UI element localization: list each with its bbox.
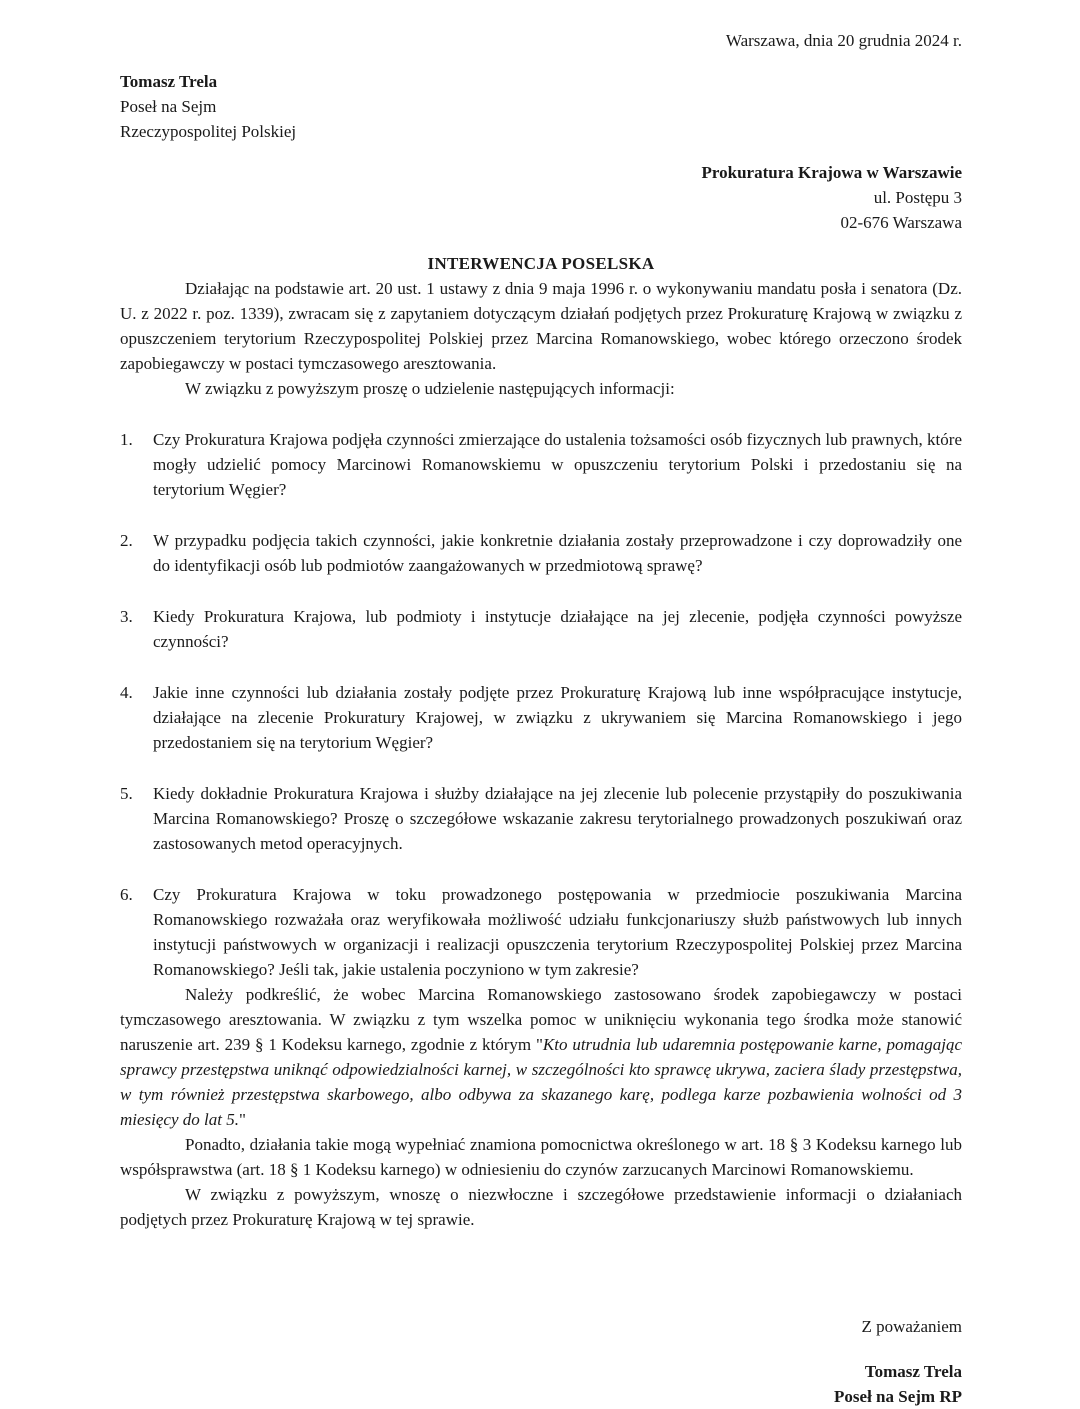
list-item-text: Kiedy dokładnie Prokuratura Krajowa i służby działające na jej zlecenie lub polecenie przystąpiły do poszukiwania Marcina Romanowskiego? Proszę o szczegółowe wskazanie zakresu terytorialnego prowadzonych poszukiwań oraz zastosowanych metod operacyjnych. bbox=[153, 784, 962, 853]
sender-role-line2: Rzeczypospolitej Polskiej bbox=[120, 122, 297, 141]
list-item-text: Czy Prokuratura Krajowa podjęła czynności zmierzające do ustalenia tożsamości osób fizycznych lub prawnych, które mogły udzielić pomocy Marcinowi Romanowskiemu w opuszczeniu terytorium Polski i przedostaniu się na terytorium Węgier? bbox=[153, 430, 962, 499]
list-item-text: Kiedy Prokuratura Krajowa, lub podmioty i instytucje działające na jej zlecenie, podjęła czynności powyższe czynności? bbox=[153, 607, 962, 651]
legal-quote-close: " bbox=[238, 1110, 246, 1129]
legal-paragraph-lead: Należy podkreślić, że wobec Marcina Romanowskiego zastosowano środek zapobiegawczy w postaci tymczasowego aresztowania. W związku z tym wszelka pomoc w uniknięciu wykonania tego środka może stanowić naruszenie art. 239 § 1 Kodeksu karnego, zgodnie z którym " bbox=[120, 985, 962, 1054]
closing-paragraph: W związku z powyższym, wnoszę o niezwłoczne i szczegółowe przedstawienie informacji o działaniach podjętych przez Prokuraturę Krajową w tej sprawie. bbox=[120, 1185, 962, 1229]
list-item bbox=[120, 781, 962, 856]
document-title: INTERWENCJA POSELSKA bbox=[427, 254, 655, 273]
intro-paragraph: Działając na podstawie art. 20 ust. 1 ustawy z dnia 9 maja 1996 r. o wykonywaniu mandatu posła i senatora (Dz. U. z 2022 r. poz. 1339), zwracam się z zapytaniem dotyczącym działań podjętych przez Prokuraturę Krajową w związku z opuszczeniem terytorium Rzeczypospolitej Polskiej przez Marcina Romanowskiego, wobec którego orzeczono środek zapobiegawczy w postaci tymczasowego aresztowania. bbox=[120, 279, 962, 373]
recipient-city: 02-676 Warszawa bbox=[840, 213, 962, 232]
valediction: Z poważaniem bbox=[861, 1317, 962, 1336]
list-item bbox=[120, 882, 962, 982]
list-item-number: 3. bbox=[120, 607, 133, 626]
list-item-text: W przypadku podjęcia takich czynności, jakie konkretnie działania zostały przeprowadzone i czy doprowadziły one do identyfikacji osób lub podmiotów zaangażowanych w przedmiotową sprawę? bbox=[153, 531, 962, 575]
recipient-street: ul. Postępu 3 bbox=[873, 188, 962, 207]
list-item-text: Czy Prokuratura Krajowa w toku prowadzonego postępowania w przedmiocie poszukiwania Marcina Romanowskiego rozważała oraz weryfikowała możliwość udziału funkcjonariuszy służb państwowych lub innych instytucji państwowych w organizacji i realizacji opuszczenia terytorium Rzeczypospolitej Polskiej przez Marcina Romanowskiego? Jeśli tak, jakie ustalenia poczyniono w tym zakresie? bbox=[153, 885, 962, 979]
date-line: Warszawa, dnia 20 grudnia 2024 r. bbox=[725, 31, 962, 50]
list-item-number: 4. bbox=[120, 683, 133, 702]
signature-name: Tomasz Trela bbox=[864, 1362, 962, 1381]
recipient-name: Prokuratura Krajowa w Warszawie bbox=[701, 163, 962, 182]
legal-quote: Kto utrudnia lub udaremnia postępowanie karne, pomagając sprawcy przestępstwa uniknąć odpowiedzialności karnej, w szczególności kto sprawcę ukrywa, zaciera ślady przestępstwa, w tym również przestępstwa skarbowego, albo odbywa za skazanego karę, podlega karze pozbawienia wolności od 3 miesięcy do lat 5. bbox=[120, 1035, 962, 1129]
list-item-number: 6. bbox=[120, 885, 133, 904]
recipient-block bbox=[120, 160, 962, 235]
list-item bbox=[120, 680, 962, 755]
sender-block bbox=[120, 69, 962, 144]
list-item bbox=[120, 427, 962, 502]
sender-role: Poseł na Sejm bbox=[120, 97, 217, 116]
list-item-text: Jakie inne czynności lub działania zostały podjęte przez Prokuraturę Krajową lub inne współpracujące instytucje, działające na zlecenie Prokuratury Krajowej, w związku z ukrywaniem się Marcina Romanowskiego i jego przedostaniem się na terytorium Węgier? bbox=[153, 683, 962, 752]
aiding-paragraph: Ponadto, działania takie mogą wypełniać znamiona pomocnictwa określonego w art. 18 § 3 Kodeksu karnego lub współsprawstwa (art. 18 § 1 Kodeksu karnego) w odniesieniu do czynów zarzucanych Marcinowi Romanowskiemu. bbox=[120, 1135, 962, 1179]
list-item-number: 1. bbox=[120, 430, 133, 449]
question-list bbox=[120, 427, 962, 982]
legal-paragraph bbox=[120, 982, 962, 1132]
signature-block bbox=[120, 1359, 962, 1409]
signature-title: Poseł na Sejm RP bbox=[834, 1387, 962, 1406]
list-item bbox=[120, 604, 962, 654]
list-item bbox=[120, 528, 962, 578]
sender-name: Tomasz Trela bbox=[120, 72, 218, 91]
list-item-number: 5. bbox=[120, 784, 133, 803]
list-item-number: 2. bbox=[120, 531, 133, 550]
request-paragraph: W związku z powyższym proszę o udzielenie następujących informacji: bbox=[185, 379, 675, 398]
